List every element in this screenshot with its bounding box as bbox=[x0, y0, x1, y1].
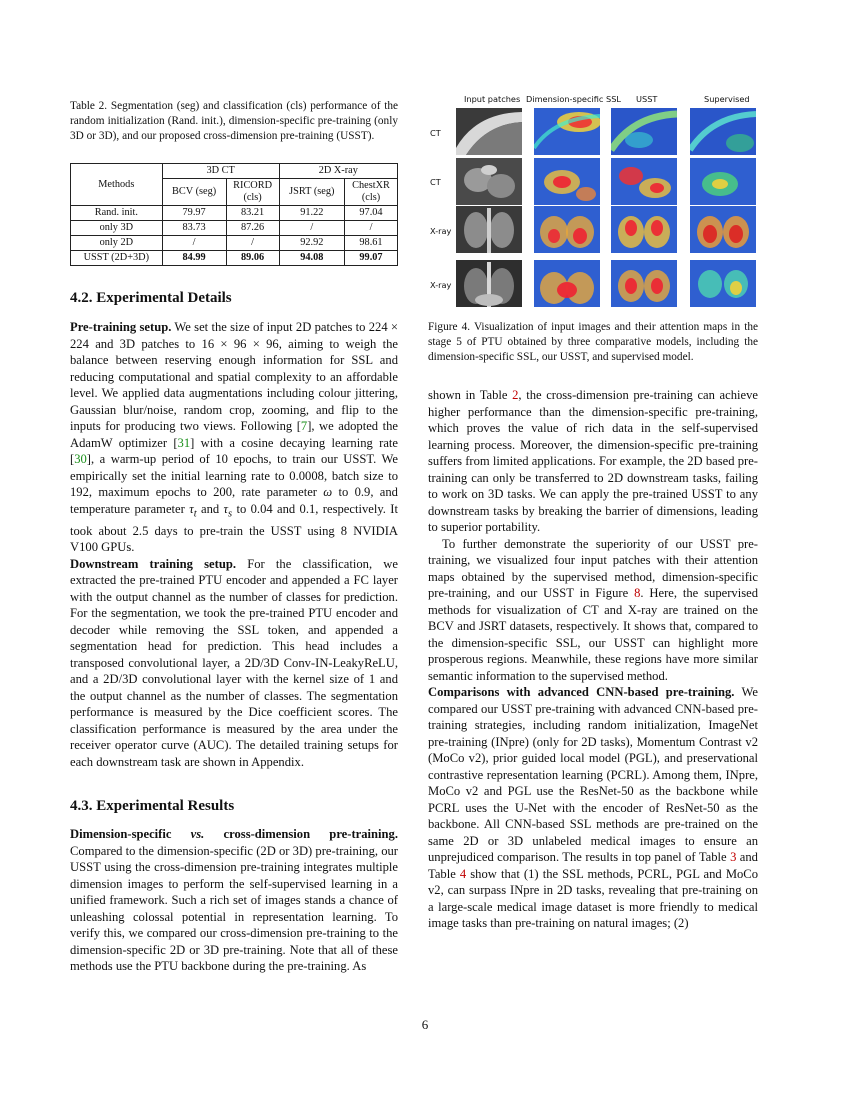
cell: 83.73 bbox=[162, 221, 226, 236]
fig-col-header: Input patches bbox=[464, 94, 521, 104]
cell: 83.21 bbox=[226, 206, 279, 221]
cell: 97.04 bbox=[345, 206, 398, 221]
methods-header: Methods bbox=[71, 164, 163, 206]
fig-col-header: Supervised bbox=[704, 94, 750, 104]
table-row bbox=[71, 251, 398, 266]
figure-caption: Figure 4. Visualization of input images and their attention maps in the stage 5 of PTU obtained by three comparative models, including the dimension-specific SSL, our USST, and supervised model. bbox=[428, 321, 758, 363]
ct-input-patch bbox=[456, 108, 522, 155]
left-body-2: Dimension-specific vs. cross-dimension pre-training. Compared to the dimension-specific (2D or 3D) pre-training, our USST using the cross-dimension pre-training integrates multiple dimension images to perform the self-supervised learning in a unified framework. Such a rich set of images stands a chance of unleashing colossal potential in representation learning. To verify this, we compared our cross-dimension pre-training to the dimension-specific 2D or 3D pre-training. Note that all of these methods use the PTU backbone during the pre-training. As bbox=[70, 827, 398, 973]
row-method: only 3D bbox=[71, 221, 163, 236]
attention-map bbox=[611, 108, 677, 155]
table-row bbox=[71, 206, 398, 221]
attention-map bbox=[611, 158, 677, 205]
cell: 92.92 bbox=[279, 236, 344, 251]
attention-map bbox=[690, 206, 756, 253]
col-header: RICORD (cls) bbox=[226, 179, 279, 206]
cell: 94.08 bbox=[279, 251, 344, 266]
cell: 87.26 bbox=[226, 221, 279, 236]
cell: / bbox=[345, 221, 398, 236]
results-table bbox=[70, 163, 398, 266]
row-method: USST (2D+3D) bbox=[71, 251, 163, 266]
right-body: shown in Table 2, the cross-dimension pre-training can achieve higher performance than the dimension-specific pre-training, which proves the value of rich data in the self-supervised learning process. Moreover, the dimension-specific pre-training suffers from limited applications. For example, the 2D based pre-training can only be transferred to 2D downstream tasks, failing to work on 3D tasks. We can apply the pre-trained USST to any downstream tasks by breaking the barrier of dimensions, leading to superior portability. To further demonstrate the superiority of our USST pre-training, we visualized four input patches with their attention maps obtained by the supervised method, dimension-specific pre-training, and our USST in Figure 8. Here, the supervised methods for visualization of CT and X-ray are trained on the BCV and JSRT datasets, respectively. It shows that, compared to the dimension-specific SSL, our USST can highlight more prosperous regions. Meanwhile, these regions have more similar semantic information to the supervised method. Comparisons with advanced CNN-based pre-training. We compared our USST pre-training with advanced CNN-based pre-training strategies, including random initialization, ImageNet pre-training (INpre) (only for 2D tasks), Momentum Contrast v2 (MoCo v2), prior guided local model (PGL), and preservational contrastive representation learning (PCRL). Among them, INpre, MoCo v2 and PGL use the ResNet-50 as the backbone while PCRL uses the U-Net with the encoder of ResNet-50 as the backbone. All CNN-based SSL methods are pre-trained on the same 2D or 3D unlabeled medical images to ensure an unprejudiced comparison. The results in top panel of Table 3 and Table 4 show that (1) the SSL methods, PCRL, PGL and MoCo v2, can surpass INpre in 2D tasks, revealing that pre-training on a large-scale medical image dataset is more friendly to medical image tasks than pre-training on natural images; (2) bbox=[428, 388, 759, 930]
cell: 79.97 bbox=[162, 206, 226, 221]
fig-col-header: Dimension-specific SSL bbox=[526, 94, 621, 104]
group-header-2d: 2D X-ray bbox=[279, 164, 397, 179]
fig-row-label: CT bbox=[430, 128, 441, 138]
ct-input-patch bbox=[456, 158, 522, 205]
table-row bbox=[71, 236, 398, 251]
attention-map bbox=[611, 206, 677, 253]
table-row bbox=[71, 221, 398, 236]
group-header-3d: 3D CT bbox=[162, 164, 279, 179]
col-header: BCV (seg) bbox=[162, 179, 226, 206]
fig-row-label: X-ray bbox=[430, 280, 452, 290]
section-title-4-2: 4.2. Experimental Details bbox=[70, 290, 232, 306]
col-header: JSRT (seg) bbox=[279, 179, 344, 206]
attention-map bbox=[690, 158, 756, 205]
col-header: ChestXR (cls) bbox=[345, 179, 398, 206]
attention-map bbox=[534, 108, 600, 155]
xray-input-patch bbox=[456, 206, 522, 253]
attention-map bbox=[690, 108, 756, 155]
xray-input-patch bbox=[456, 260, 522, 307]
row-method: Rand. init. bbox=[71, 206, 163, 221]
page-number: 6 bbox=[421, 1017, 429, 1032]
fig-row-label: X-ray bbox=[430, 226, 452, 236]
table-caption: Table 2. Segmentation (seg) and classification (cls) performance of the random initialization (Rand. init.), dimension-specific pre-training (only 3D or 3D), and our proposed cross-dimension pre-training (USST). bbox=[70, 100, 398, 142]
attention-map bbox=[611, 260, 677, 307]
attention-figure bbox=[428, 94, 760, 314]
cell: / bbox=[162, 236, 226, 251]
attention-map bbox=[534, 260, 600, 307]
cell: 89.06 bbox=[226, 251, 279, 266]
attention-map bbox=[534, 206, 600, 253]
attention-map bbox=[690, 260, 756, 307]
row-method: only 2D bbox=[71, 236, 163, 251]
fig-col-header: USST bbox=[636, 94, 658, 104]
cell: 98.61 bbox=[345, 236, 398, 251]
section-title-4-3: 4.3. Experimental Results bbox=[70, 798, 235, 814]
attention-map bbox=[534, 158, 600, 205]
cell: / bbox=[279, 221, 344, 236]
cell: / bbox=[226, 236, 279, 251]
cell: 84.99 bbox=[162, 251, 226, 266]
left-body: Pre-training setup. We set the size of input 2D patches to 224 × 224 and 3D patches to 16 × 96 × 96, aiming to weigh the balance between reserving enough information for SSL and reducing computational and spatial complexity to an affordable level. We applied data augmentations including colour jittering, Gaussian blur/noise, random crop, zooming, and flip to the inputs for producing two views. Following [7], we adopted the AdamW optimizer [31] with a cosine decaying learning rate [30], a warm-up period of 10 epochs, to train our USST. We empirically set the initial learning rate to 0.0008, batch size to 192, maximum epochs to 200, rate parameter ω to 0.9, and temperature parameter $\tau_t$ and $\tau_s$ to 0.04 and 0.1, respectively. It took about 2.5 days to pre-train the USST using 8 NVIDIA V100 GPUs. Downstream training setup. For the classification, we extracted the pre-trained PTU encoder and appended a FC layer with the output channel as the number of classes for prediction. For the segmentation, we took the pre-trained PTU encoder and decoder while removing the SSL token, and appended a segmentation head for prediction. This head includes a transposed convolutional layer, a 2D/3D Conv-IN-LeakyReLU, and a 2D/3D convolutional layer with the kernel size of 1 and the output channel as the number of classes. The segmentation performance is measured by the Dice coefficient scores. The classification performance is measured by the area under the receiver operator curve (AUC). The detailed training setups for each downstream task are shown in Appendix. bbox=[70, 320, 399, 769]
cell: 91.22 bbox=[279, 206, 344, 221]
fig-row-label: CT bbox=[430, 177, 441, 187]
cell: 99.07 bbox=[345, 251, 398, 266]
